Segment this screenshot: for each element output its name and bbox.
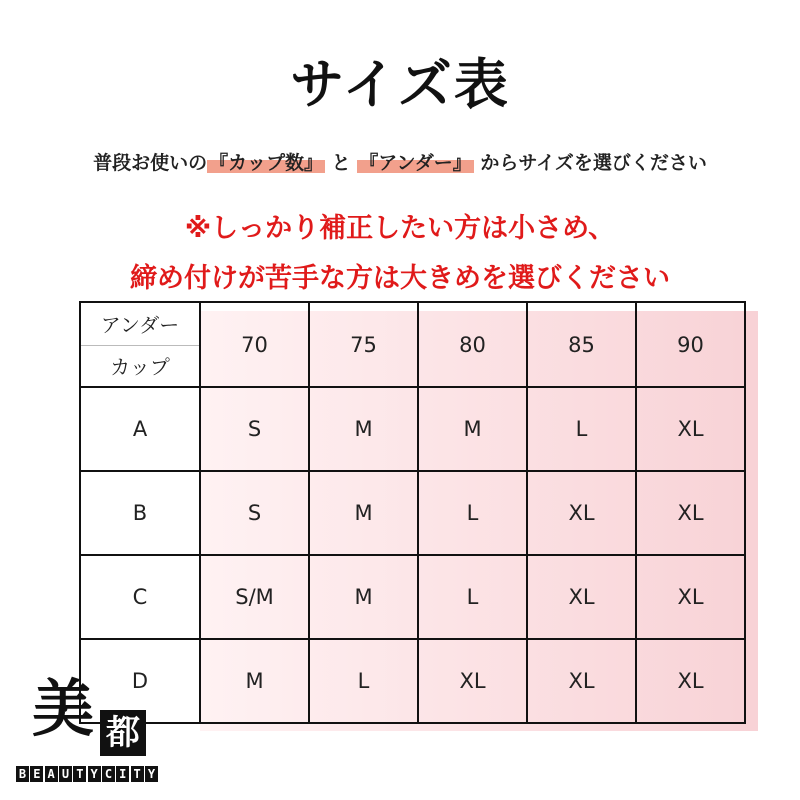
logo-letter: T — [131, 766, 144, 782]
logo-kanji-bi: 美 — [32, 672, 95, 745]
table-cell: XL — [418, 639, 527, 723]
instruction-middle: と — [331, 152, 351, 174]
brand-logo — [14, 672, 160, 788]
logo-letter: U — [59, 766, 72, 782]
instruction-prefix: 普段お使いの — [93, 152, 208, 174]
under-label: アンダー — [81, 303, 199, 346]
table-cell: XL — [527, 639, 636, 723]
under-highlight: 『アンダー』 — [357, 148, 473, 175]
table-cell: L — [418, 555, 527, 639]
table-cell: M — [418, 387, 527, 471]
cup-label: カップ — [110, 354, 170, 379]
under-85-header: 85 — [527, 302, 636, 387]
logo-letter: Y — [145, 766, 158, 782]
table-cell: XL — [636, 639, 745, 723]
cup-d-header: D — [80, 639, 200, 723]
logo-wordmark — [16, 766, 158, 784]
note-line-2: 締め付けが苦手な方は大きめを選びください — [130, 263, 670, 294]
size-table — [79, 301, 746, 724]
cup-b-header: B — [80, 471, 200, 555]
under-75-header: 75 — [309, 302, 418, 387]
table-cell: L — [418, 471, 527, 555]
table-cell: XL — [636, 471, 745, 555]
page-title: サイズ表 — [290, 52, 510, 116]
logo-letter: E — [30, 766, 43, 782]
table-cell: L — [527, 387, 636, 471]
under-80-header: 80 — [418, 302, 527, 387]
logo-letter: Y — [88, 766, 101, 782]
header-row — [80, 302, 745, 387]
logo-letter: A — [45, 766, 58, 782]
corner-cell — [80, 302, 200, 387]
under-90-header: 90 — [636, 302, 745, 387]
table-cell: XL — [527, 555, 636, 639]
note-line-1: ※しっかり補正したい方は小さめ、 — [184, 213, 616, 244]
table-cell: XL — [636, 387, 745, 471]
under-70-header: 70 — [200, 302, 309, 387]
table-row — [80, 555, 745, 639]
table-cell: S — [200, 387, 309, 471]
logo-letter: T — [73, 766, 86, 782]
table-cell: M — [200, 639, 309, 723]
instruction-text — [0, 148, 800, 175]
table-cell: M — [309, 387, 418, 471]
table-row — [80, 387, 745, 471]
table-row — [80, 639, 745, 723]
logo-letter: I — [116, 766, 129, 782]
table-cell: S/M — [200, 555, 309, 639]
table-row — [80, 471, 745, 555]
table-cell: XL — [636, 555, 745, 639]
logo-kanji-to: 都 — [100, 710, 146, 756]
table-cell: S — [200, 471, 309, 555]
cup-highlight: 『カップ数』 — [207, 148, 325, 175]
logo-letter: C — [102, 766, 115, 782]
table-cell: M — [309, 471, 418, 555]
table-cell: M — [309, 555, 418, 639]
table-cell: XL — [527, 471, 636, 555]
cup-a-header: A — [80, 387, 200, 471]
instruction-suffix: からサイズを選びください — [480, 152, 707, 174]
logo-letter: B — [16, 766, 29, 782]
table-cell: L — [309, 639, 418, 723]
cup-c-header: C — [80, 555, 200, 639]
